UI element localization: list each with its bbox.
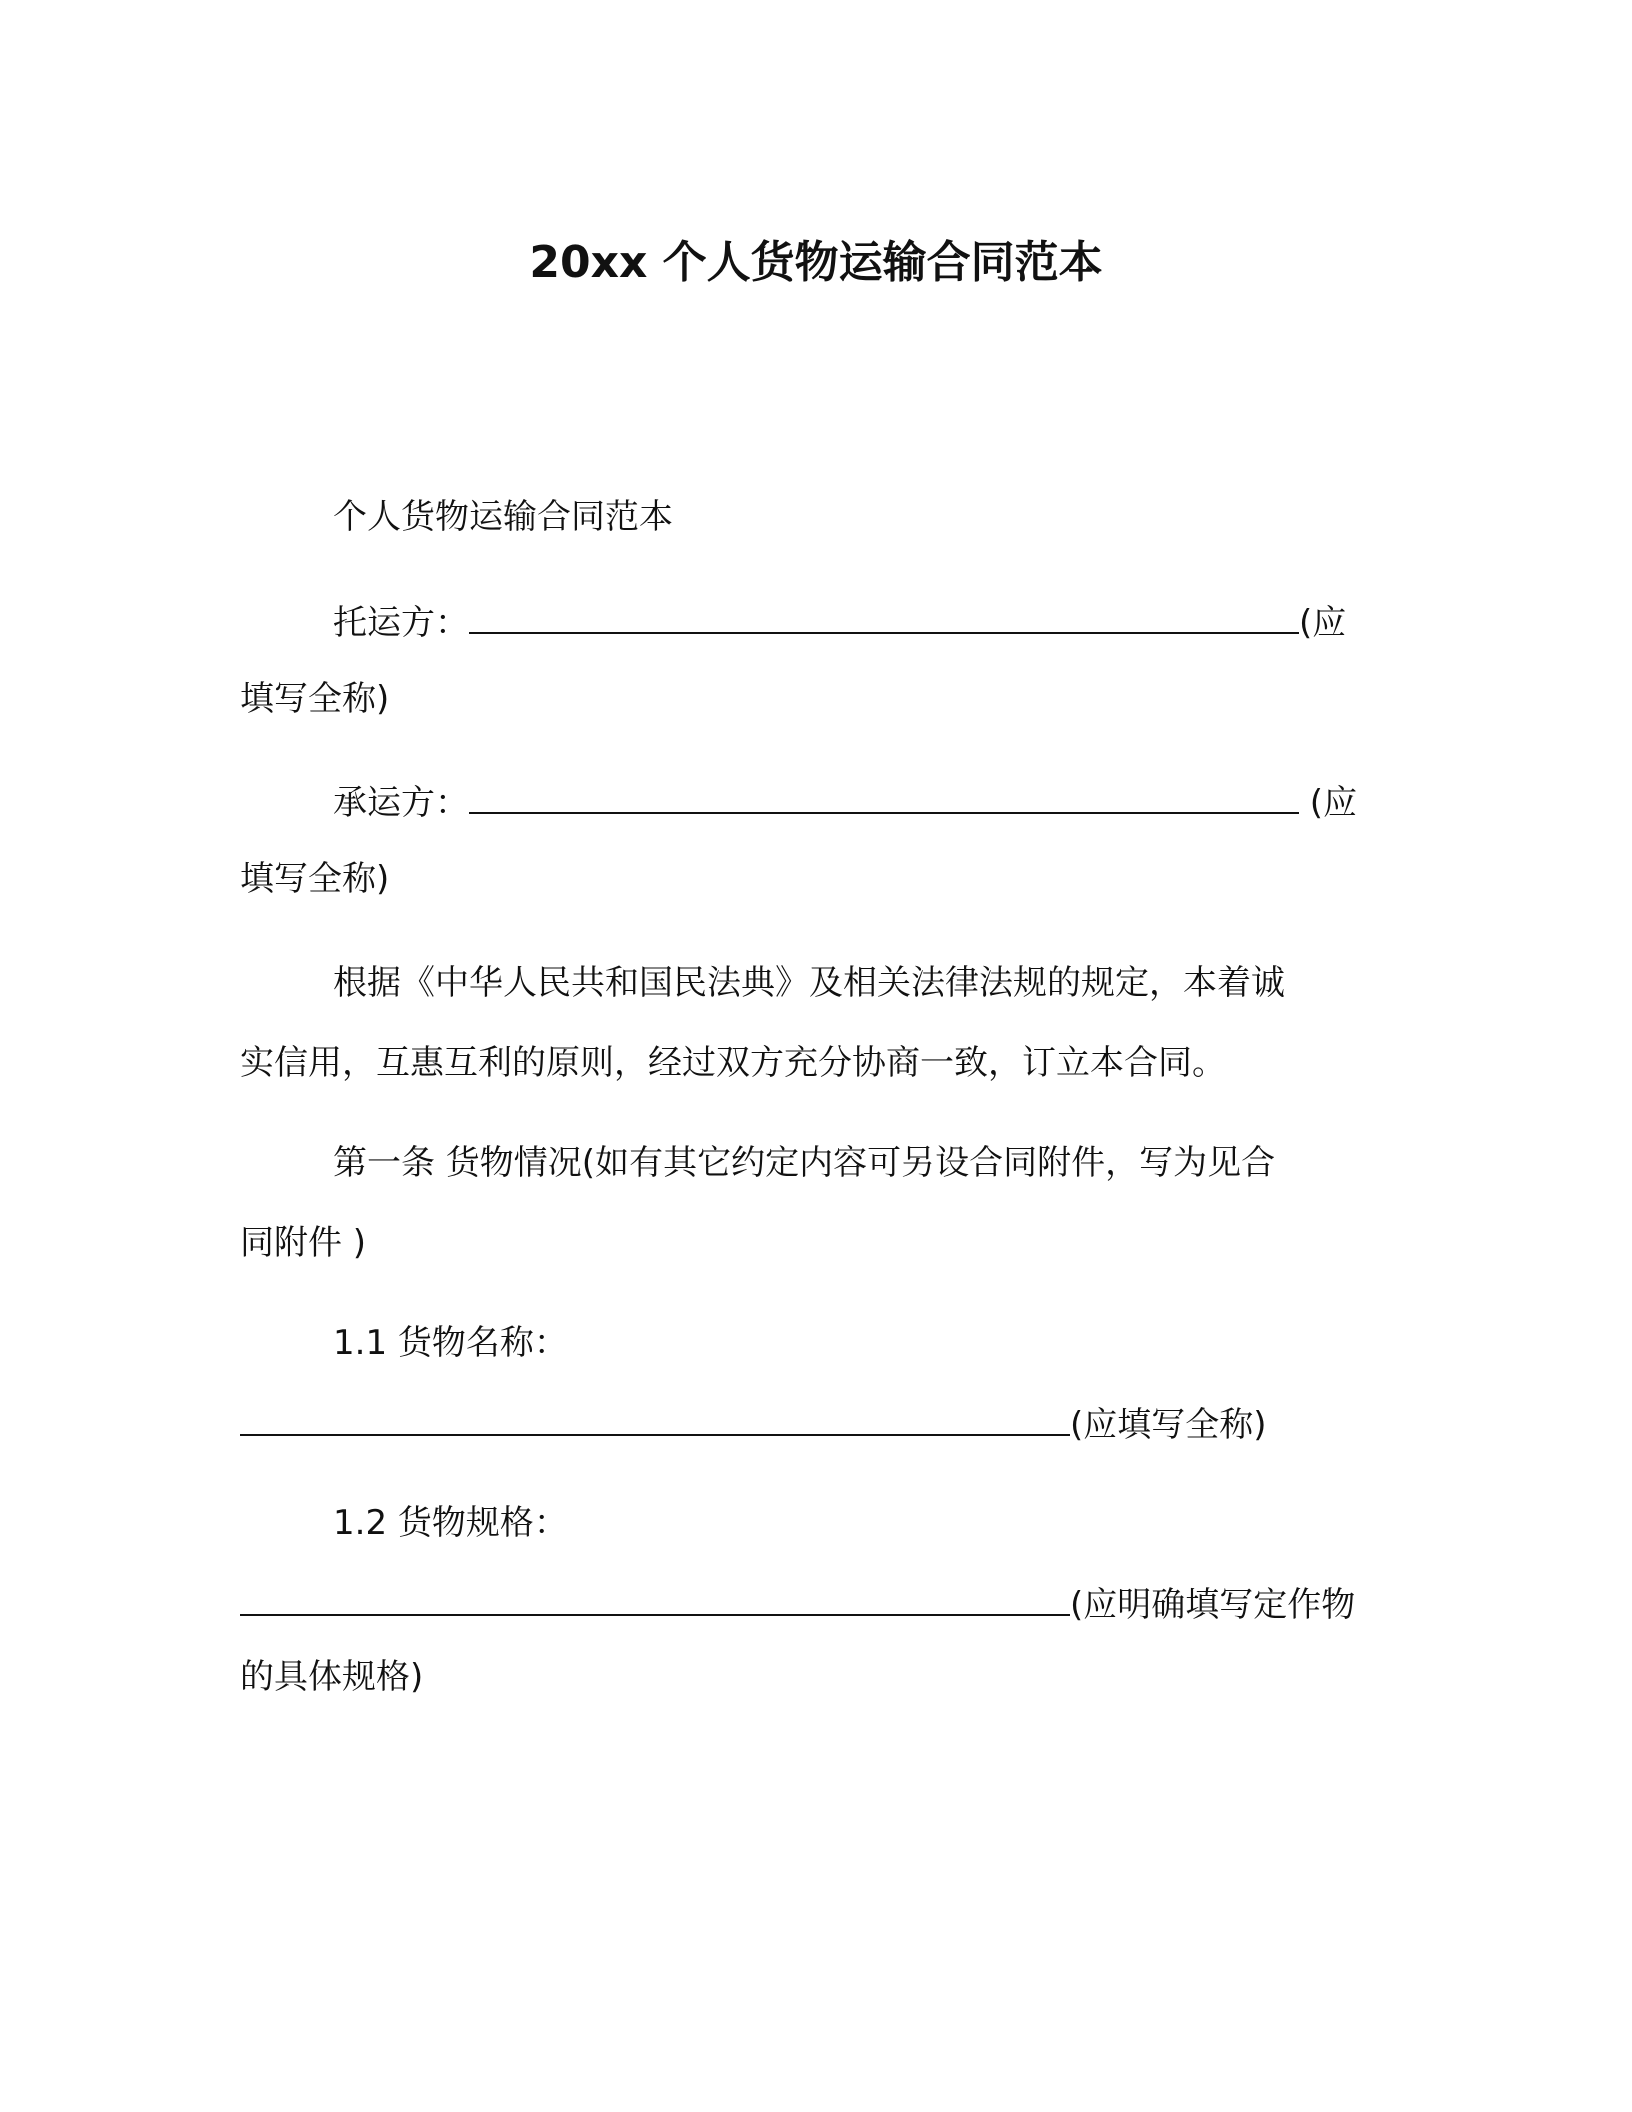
item-1-2-note-a: (应明确填写定作物 [1070, 1585, 1356, 1625]
carrier-note-a: (应 [1299, 783, 1358, 823]
carrier-label: 承运方： [333, 783, 469, 823]
item-1-1-note: (应填写全称) [1070, 1405, 1267, 1445]
article-1-line-2: 同附件 ) [240, 1223, 367, 1263]
subtitle: 个人货物运输合同范本 [333, 497, 673, 537]
item-1-2-label: 1.2 货物规格： [333, 1503, 568, 1543]
item-1-1-line [240, 1405, 1267, 1445]
item-1-2-blank [240, 1588, 1070, 1616]
document-title: 20xx 个人货物运输合同范本 [529, 237, 1103, 288]
preamble-line-1: 根据《中华人民共和国民法典》及相关法律法规的规定，本着诚 [333, 963, 1285, 1003]
preamble-line-2: 实信用，互惠互利的原则，经过双方充分协商一致，订立本合同。 [240, 1043, 1226, 1083]
carrier-line [333, 783, 1358, 823]
item-1-2-note-b: 的具体规格) [240, 1657, 424, 1697]
shipper-note-a: (应 [1299, 603, 1347, 643]
shipper-note-b: 填写全称) [240, 679, 390, 719]
item-1-2-line [240, 1585, 1356, 1625]
item-1-1-blank [240, 1408, 1070, 1436]
shipper-blank [469, 606, 1299, 634]
carrier-note-b: 填写全称) [240, 859, 390, 899]
article-1-line-1: 第一条 货物情况(如有其它约定内容可另设合同附件，写为见合 [333, 1143, 1276, 1183]
shipper-label: 托运方： [333, 603, 469, 643]
item-1-1-label: 1.1 货物名称： [333, 1323, 568, 1363]
carrier-blank [469, 786, 1299, 814]
shipper-line [333, 603, 1347, 643]
